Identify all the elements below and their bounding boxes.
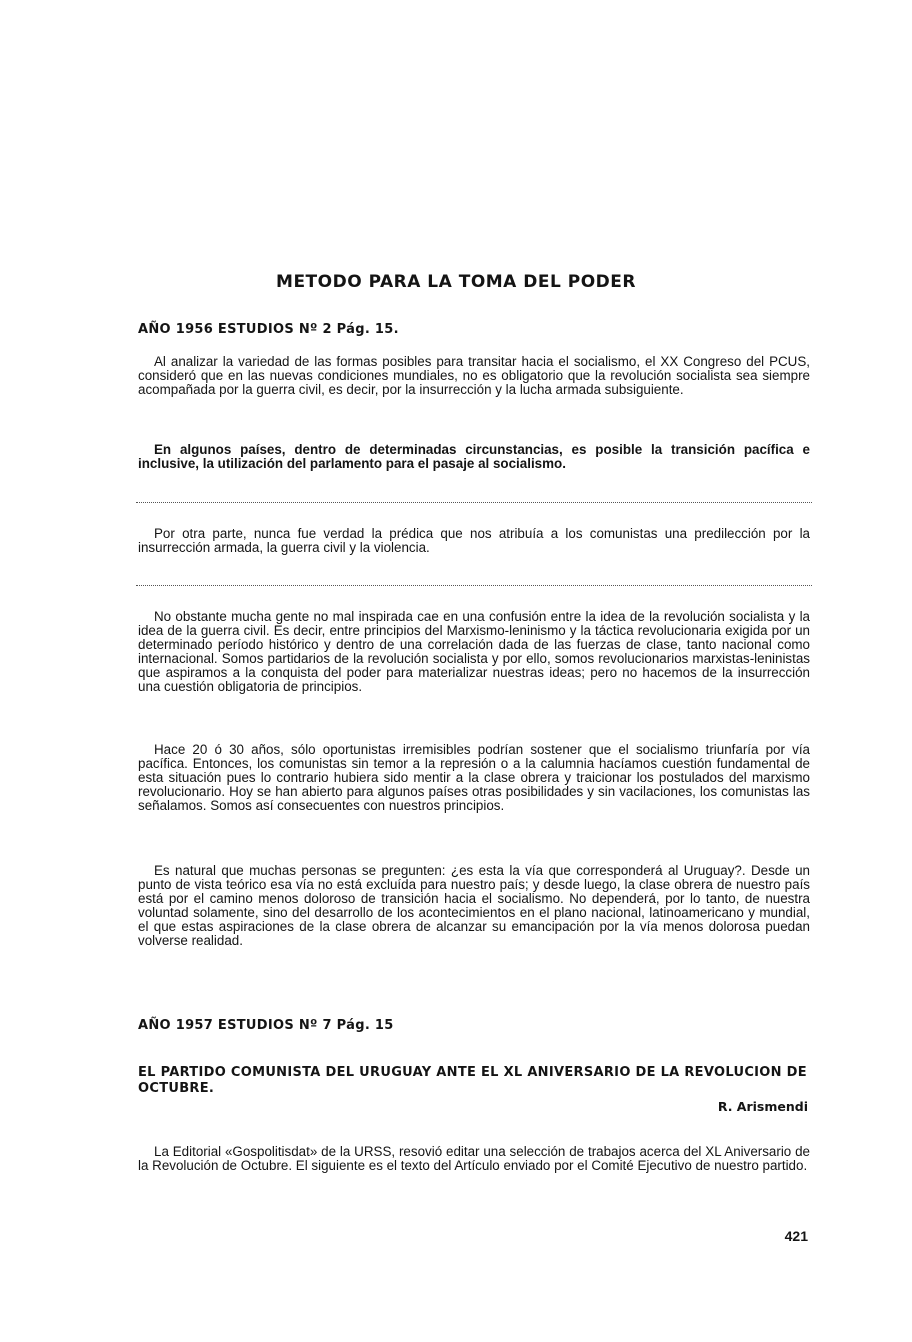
- paragraph-6-text: Es natural que muchas personas se pregunten: ¿es esta la vía que corresponderá al Uruguay?. Desde un punto de vista teórico esa vía no está excluída para nuestro país; y desde luego, la clase obrera de nuestro país está por el camino menos doloroso de transición hacia el socialismo. No dependerá, por lo tanto, de nuestra voluntad solamente, sino del desarrollo de los acontecimientos en el plano nacional, latinoamericano y mundial, el que estas aspiraciones de la clase obrera de alcanzar su emancipación por la vía menos dolorosa puedan volverse realidad.: [138, 863, 810, 949]
- paragraph-3-text: Por otra parte, nunca fue verdad la prédica que nos atribuía a los comunistas una predilección por la insurrección armada, la guerra civil y la violencia.: [138, 526, 810, 556]
- paragraph-7-text: La Editorial «Gospolitisdat» de la URSS, resovió editar una selección de trabajos acerca del XL Aniversario de la Revolución de Octubre. El siguiente es el texto del Artículo enviado por el Comité Ejecutivo de nuestro partido.: [138, 1144, 810, 1174]
- section1-heading: AÑO 1956 ESTUDIOS Nº 2 Pág. 15.: [138, 322, 399, 337]
- ellipsis-divider-2: [136, 585, 812, 586]
- paragraph-1-text: Al analizar la variedad de las formas posibles para transitar hacia el socialismo, el XX Congreso del PCUS, consideró que en las nuevas condiciones mundiales, no es obligatorio que la revolución socialista sea siempre acompañada por la guerra civil, es decir, por la insurrección y la lucha armada subsiguiente.: [138, 354, 810, 398]
- article-title: EL PARTIDO COMUNISTA DEL URUGUAY ANTE EL XL ANIVERSARIO DE LA REVOLUCION DE OCTUBRE.: [138, 1065, 807, 1096]
- paragraph-3: [138, 527, 810, 555]
- page-number: 421: [784, 1228, 808, 1244]
- paragraph-4-text: No obstante mucha gente no mal inspirada cae en una confusión entre la idea de la revolución socialista y la idea de la guerra civil. Es decir, entre principios del Marxismo-leninismo y la táctica revolucionaria exigida por un determinado período histórico y dentro de una correlación dada de las fuerzas de clase, tanto nacional como internacional. Somos partidarios de la revolución socialista y por ello, somos revolucionarios marxistas-leninistas que aspiramos a la conquista del poder para materializar nuestras ideas; pero no hacemos de la insurrección una cuestión obligatoria de principios.: [138, 609, 810, 695]
- paragraph-2: [138, 443, 810, 471]
- paragraph-4: [138, 610, 810, 695]
- author-name: R. Arismendi: [717, 1099, 808, 1114]
- paragraph-5: [138, 743, 810, 813]
- section2-heading: AÑO 1957 ESTUDIOS Nº 7 Pág. 15: [138, 1018, 394, 1033]
- ellipsis-divider-1: [136, 502, 812, 503]
- paragraph-5-text: Hace 20 ó 30 años, sólo oportunistas irremisibles podrían sostener que el socialismo triunfaría por vía pacífica. Entonces, los comunistas sin temor a la represión o a la calumnia hacíamos cuestión fundamental de esta situación pues lo contrario hubiera sido mentir a la clase obrera y traicionar los postulados del marxismo revolucionario. Hoy se han abierto para algunos países otras posibilidades y sin vacilaciones, los comunistas las señalamos. Somos así consecuentes con nuestros principios.: [138, 742, 810, 814]
- page-title: METODO PARA LA TOMA DEL PODER: [276, 272, 636, 292]
- paragraph-7: [138, 1145, 810, 1173]
- paragraph-1: [138, 355, 810, 397]
- paragraph-2-text: En algunos países, dentro de determinadas circunstancias, es posible la transición pacífica e inclusive, la utilización del parlamento para el pasaje al socialismo.: [138, 442, 810, 472]
- paragraph-6: [138, 864, 810, 949]
